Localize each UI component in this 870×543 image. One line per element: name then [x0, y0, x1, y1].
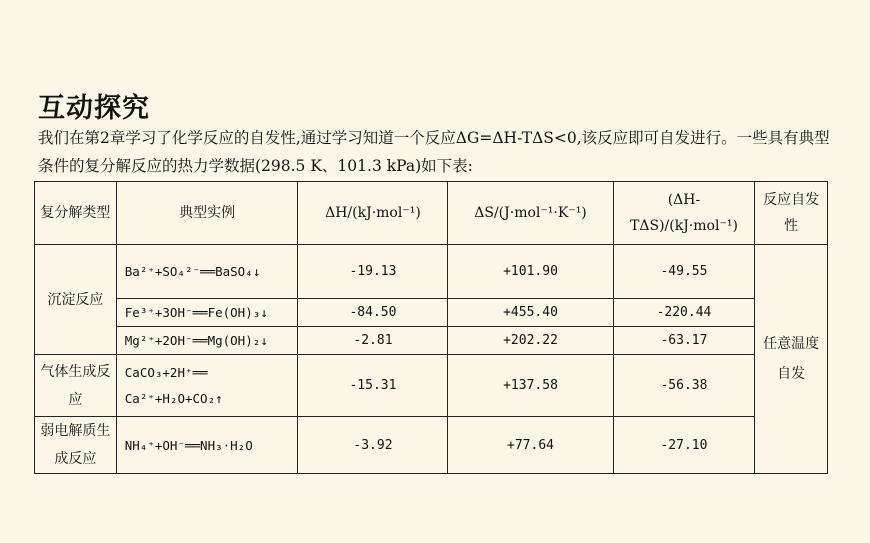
ds-cell: +77.64: [448, 417, 613, 474]
dg-cell: -63.17: [613, 327, 755, 355]
dh-cell: -15.31: [298, 355, 448, 417]
dh-cell: -3.92: [298, 417, 448, 474]
ds-cell: +137.58: [448, 355, 613, 417]
equation-cell: Ba²⁺+SO₄²⁻══BaSO₄↓: [116, 245, 298, 299]
dg-cell: -49.55: [613, 245, 755, 299]
dh-cell: -2.81: [298, 327, 448, 355]
dg-cell: -27.10: [613, 417, 755, 474]
header-example: 典型实例: [116, 182, 298, 245]
spontaneity-cell: 任意温度自发: [755, 245, 828, 474]
dg-cell: -56.38: [613, 355, 755, 417]
dh-cell: -84.50: [298, 299, 448, 327]
equation-cell: CaCO₃+2H⁺══ Ca²⁺+H₂O+CO₂↑: [116, 355, 298, 417]
category-cell: 气体生成反应: [35, 355, 117, 417]
ds-cell: +101.90: [448, 245, 613, 299]
table-row: [35, 327, 828, 355]
intro-paragraph: 我们在第2章学习了化学反应的自发性,通过学习知道一个反应ΔG=ΔH-TΔS<0,该反应即可自发进行。一些具有典型条件的复分解反应的热力学数据(298.5 K、101.3 kPa)如下表:: [38, 129, 830, 175]
equation-cell: NH₄⁺+OH⁻══NH₃·H₂O: [116, 417, 298, 474]
equation-cell: Mg²⁺+2OH⁻══Mg(OH)₂↓: [116, 327, 298, 355]
table-row: [35, 299, 828, 327]
ds-cell: +202.22: [448, 327, 613, 355]
table-row: [35, 245, 828, 299]
header-spontaneous: 反应自发性: [755, 182, 828, 245]
header-dg: (ΔH-TΔS)/(kJ·mol⁻¹): [613, 182, 755, 245]
dg-cell: -220.44: [613, 299, 755, 327]
ds-cell: +455.40: [448, 299, 613, 327]
equation-cell: Fe³⁺+3OH⁻══Fe(OH)₃↓: [116, 299, 298, 327]
category-cell: 弱电解质生成反应: [35, 417, 117, 474]
header-ds: ΔS/(J·mol⁻¹·K⁻¹): [448, 182, 613, 245]
header-type: 复分解类型: [35, 182, 117, 245]
table-row: [35, 355, 828, 417]
thermo-data-table: [34, 181, 828, 474]
header-dh: ΔH/(kJ·mol⁻¹): [298, 182, 448, 245]
dh-cell: -19.13: [298, 245, 448, 299]
table-row: [35, 417, 828, 474]
section-title: 互动探究: [38, 93, 150, 124]
category-cell: 沉淀反应: [35, 245, 117, 355]
table-header-row: [35, 182, 828, 245]
